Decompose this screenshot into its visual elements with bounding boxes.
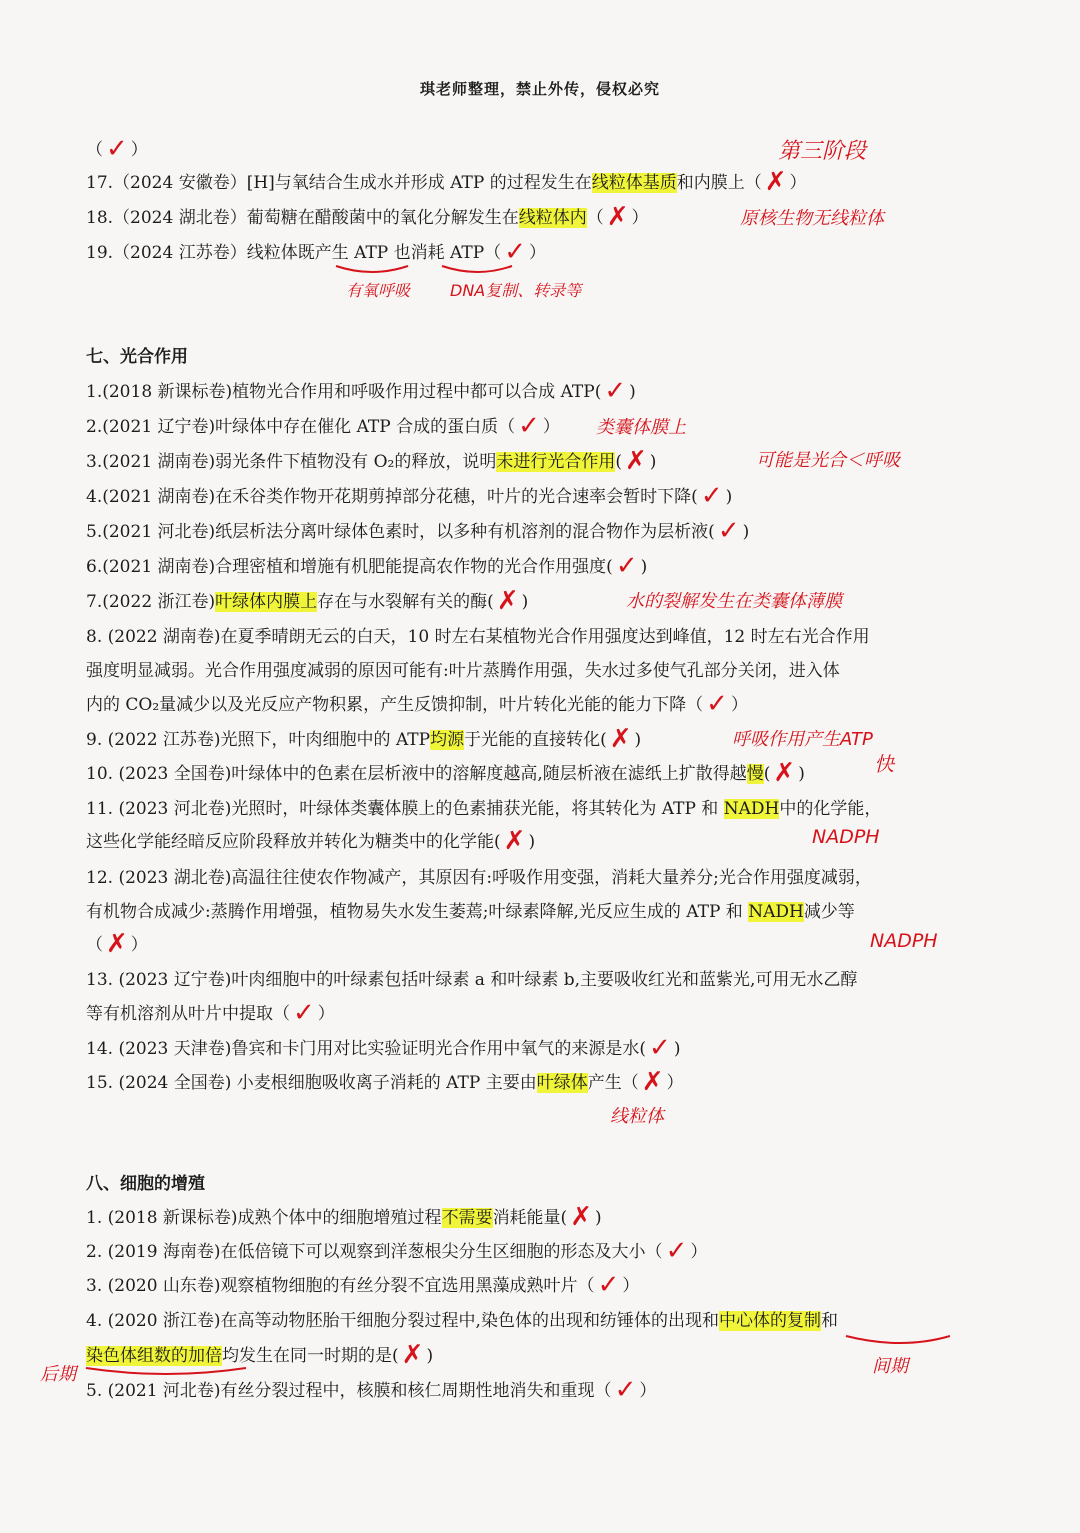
question-19: 19.（2024 江苏卷）线粒体既产生 ATP 也消耗 ATP（ ✓ ） [86,237,546,267]
handwritten-note: NADPH [812,826,880,848]
handwritten-note: 原核生物无线粒体 [740,208,884,229]
question-7-13-line1: 13. (2023 辽宁卷)叶肉细胞中的叶绿素包括叶绿素 a 和叶绿素 b,主要吸收红光和蓝紫光,可用无水乙醇 [86,970,858,990]
question-7-11-line2: 这些化学能经暗反应阶段释放并转化为糖类中的化学能( ✗ ) [86,826,536,856]
question-7-13-line2: 等有机溶剂从叶片中提取（ ✓ ） [86,998,335,1028]
question-7-12-line2: 有机物合成减少:蒸腾作用增强，植物易失水发生萎蔫;叶绿素降解,光反应生成的 ATP 和 NADH减少等 [86,902,855,922]
cross-mark-icon: ✗ [106,929,128,959]
check-mark-icon: ✓ [665,1236,688,1266]
question-8-4-line2: 染色体组数的加倍均发生在同一时期的是( ✗ ) [86,1340,434,1370]
check-mark-icon: ✓ [649,1033,671,1063]
question-7-3: 3.(2021 湖南卷)弱光条件下植物没有 O₂的释放，说明未进行光合作用( ✗ ) [86,446,657,476]
question-7-15: 15. (2024 全国卷) 小麦根细胞吸收离子消耗的 ATP 主要由叶绿体产生（ ✗ ） [86,1067,684,1097]
handwritten-note: 有氧呼吸 [346,281,411,300]
check-mark-icon: ✓ [504,237,526,267]
check-mark-icon: ✓ [518,411,540,441]
question-7-11-line1: 11. (2023 河北卷)光照时，叶绿体类囊体膜上的色素捕获光能，将其转化为 ATP 和 NADH中的化学能， [86,799,882,819]
handwritten-note: 呼吸作用产生ATP [732,729,873,750]
check-mark-icon: ✓ [706,689,728,719]
cross-mark-icon: ✗ [773,758,796,788]
highlight: 线粒体基质 [591,173,677,193]
cross-mark-icon: ✗ [609,724,632,754]
check-mark-icon: ✓ [614,1375,637,1405]
check-mark-icon: ✓ [615,551,638,581]
cross-mark-icon: ✗ [570,1202,592,1232]
question-7-14: 14. (2023 天津卷)鲁宾和卡门用对比实验证明光合作用中氧气的来源是水( ✓ ) [86,1033,681,1063]
highlight: NADH [723,799,780,819]
question-7-7: 7.(2022 浙江卷)叶绿体内膜上存在与水裂解有关的酶( ✗ ) [86,586,529,616]
highlight: 中心体的复制 [718,1311,821,1331]
highlight: NADH [748,902,804,922]
check-mark-icon: ✓ [717,516,740,546]
highlight: 染色体组数的加倍 [86,1346,222,1366]
check-mark-icon: ✓ [700,481,723,511]
cross-mark-icon: ✗ [606,202,629,232]
handwritten-note: 间期 [872,1356,908,1377]
question-7-12-line3: （ ✗ ） [86,929,148,959]
question-8-2: 2. (2019 海南卷)在低倍镜下可以观察到洋葱根尖分生区细胞的形态及大小（ ✓ ） [86,1236,708,1266]
question-8-4-line1: 4. (2020 浙江卷)在高等动物胚胎干细胞分裂过程中,染色体的出现和纺锤体的出现和中心体的复制和 [86,1311,838,1331]
question-7-6: 6.(2021 湖南卷)合理密植和增施有机肥能提高农作物的光合作用强度( ✓ ) [86,551,648,581]
highlight: 慢 [746,764,764,784]
cross-mark-icon: ✗ [641,1067,664,1097]
watermark-header: 琪老师整理，禁止外传，侵权必究 [419,80,660,98]
handwritten-note: 类囊体膜上 [596,417,686,438]
question-7-9: 9. (2022 江苏卷)光照下，叶肉细胞中的 ATP均源于光能的直接转化( ✗ ) [86,724,642,754]
question-7-4: 4.(2021 湖南卷)在禾谷类作物开花期剪掉部分花穗，叶片的光合速率会暂时下降( ✓ ) [86,481,733,511]
cross-mark-icon: ✗ [624,446,647,476]
handwritten-note: DNA复制、转录等 [450,281,582,300]
question-7-5: 5.(2021 河北卷)纸层析法分离叶绿体色素时，以多种有机溶剂的混合物作为层析液( ✓ ) [86,516,750,546]
question-8-5: 5. (2021 河北卷)有丝分裂过程中，核膜和核仁周期性地消失和重现（ ✓ ） [86,1375,657,1405]
highlight: 未进行光合作用 [496,452,616,472]
check-mark-icon: ✓ [293,998,315,1028]
cross-mark-icon: ✗ [401,1340,424,1370]
question-8-3: 3. (2020 山东卷)观察植物细胞的有丝分裂不宜选用黑藻成熟叶片（ ✓ ） [86,1270,640,1300]
highlight: 不需要 [441,1208,493,1228]
question-7-2: 2.(2021 辽宁卷)叶绿体中存在催化 ATP 合成的蛋白质（ ✓ ） [86,411,560,441]
cross-mark-icon: ✗ [764,167,787,197]
section-title: 七、光合作用 [86,347,188,367]
handwritten-note: 第三阶段 [778,139,867,164]
highlight: 叶绿体内膜上 [215,592,318,612]
highlight: 线粒体内 [518,208,587,228]
check-mark-icon: ✓ [106,134,128,164]
question-7-8-line3: 内的 CO₂量减少以及光反应产物积累，产生反馈抑制，叶片转化光能的能力下降（ ✓ ） [86,689,748,719]
handwritten-note: 水的裂解发生在类囊体薄膜 [626,591,842,612]
highlight: 叶绿体 [536,1073,588,1093]
check-mark-icon: ✓ [604,376,627,406]
question-8-1: 1. (2018 新课标卷)成熟个体中的细胞增殖过程不需要消耗能量( ✗ ) [86,1202,602,1232]
section-title: 八、细胞的增殖 [86,1174,205,1194]
carryover-answer: （ ✓ ） [86,134,148,164]
question-7-10: 10. (2023 全国卷)叶绿体中的色素在层析液中的溶解度越高,随层析液在滤纸上扩散得越慢( ✗ ) [86,758,805,788]
question-7-12-line1: 12. (2023 湖北卷)高温往往使农作物减产，其原因有:呼吸作用变强，消耗大量养分;光合作用强度减弱， [86,868,872,888]
question-7-8-line2: 强度明显减弱。光合作用强度减弱的原因可能有:叶片蒸腾作用强，失水过多使气孔部分关闭，进入体 [86,661,840,681]
question-7-1: 1.(2018 新课标卷)植物光合作用和呼吸作用过程中都可以合成 ATP( ✓ ) [86,376,636,406]
check-mark-icon: ✓ [597,1270,620,1300]
question-7-8-line1: 8. (2022 湖南卷)在夏季晴朗无云的白天，10 时左右某植物光合作用强度达到峰值，12 时左右光合作用 [86,627,870,647]
cross-mark-icon: ✗ [496,586,519,616]
cross-mark-icon: ✗ [503,826,526,856]
question-17: 17.（2024 安徽卷）[H]与氧结合生成水并形成 ATP 的过程发生在线粒体基质和内膜上（ ✗ ） [86,167,807,197]
highlight: 均源 [430,730,465,750]
handwritten-note: NADPH [870,930,938,952]
handwritten-note: 快 [874,752,894,776]
handwritten-note: 线粒体 [610,1106,664,1127]
question-18: 18.（2024 湖北卷）葡萄糖在醋酸菌中的氧化分解发生在线粒体内（ ✗ ） [86,202,649,232]
handwritten-note: 后期 [40,1364,76,1385]
handwritten-note: 可能是光合＜呼吸 [756,450,900,471]
